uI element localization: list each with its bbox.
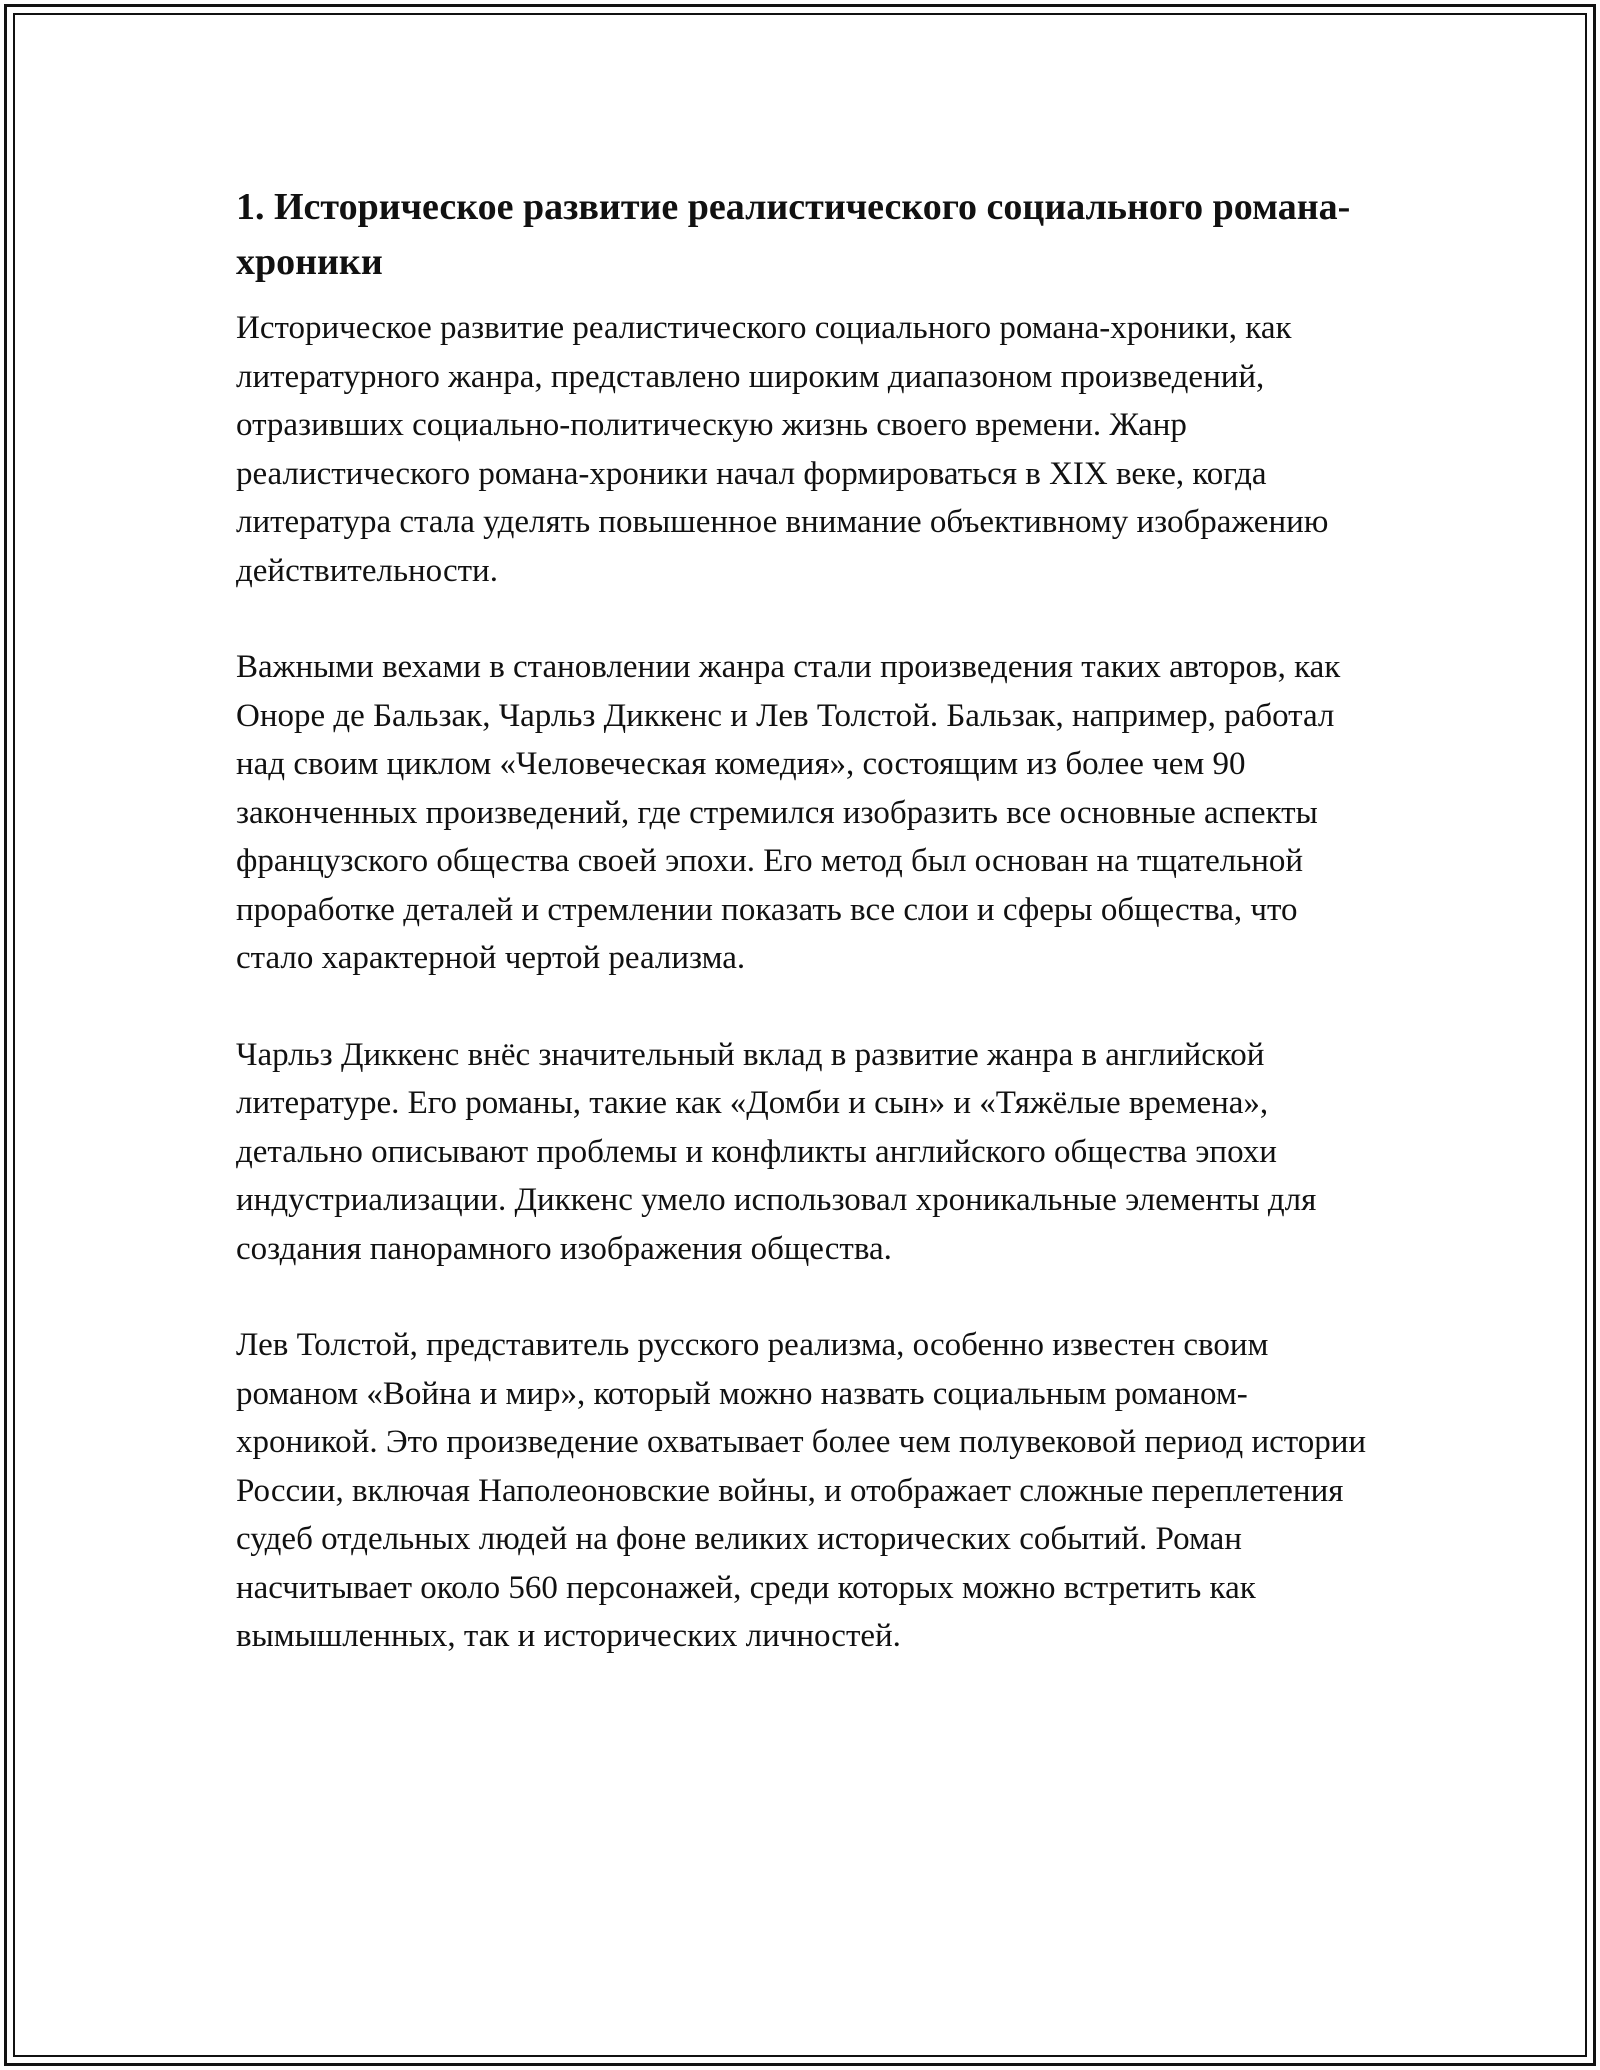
paragraph-dickens: Чарльз Диккенс внёс значительный вклад в развитие жанра в английской литературе. Его романы, такие как «Домби и сын» и «Тяжёлые времена», детально описывают проблемы и конфликты английского общества эпохи индустриализации. Диккенс умело использовал хроникальные элементы для создания панорамного изображения общества.: [236, 1036, 1317, 1267]
paragraph-balzac: Важными вехами в становлении жанра стали произведения таких авторов, как Оноре де Бальзак, Чарльз Диккенс и Лев Толстой. Бальзак, например, работал над своим циклом «Человеческая комедия», состоящим из более чем 90 законченных произведений, где стремился изобразить все основные аспекты французского общества своей эпохи. Его метод был основан на тщательной проработке деталей и стремлении показать все слои и сферы общества, что стало характерной чертой реализма.: [236, 649, 1341, 976]
paragraph-intro: Историческое развитие реалистического социального романа-хроники, как литературного жанра, представлено широким диапазоном произведений, отразивших социально-политическую жизнь своего времени. Жанр реалистического романа-хроники начал формироваться в XIX веке, когда литература стала уделять повышенное внимание объективному изображению действительности.: [236, 310, 1329, 589]
paragraph-tolstoy: Лев Толстой, представитель русского реализма, особенно известен своим романом «Война и мир», который можно назвать социальным романом-хроникой. Это произведение охватывает более чем полувековой период истории России, включая Наполеоновские войны, и отображает сложные переплетения судеб отдельных людей на фоне великих исторических событий. Роман насчитывает около 560 персонажей, среди которых можно встретить как вымышленных, так и исторических личностей.: [236, 1327, 1367, 1654]
section-heading: 1. Историческое развитие реалистического социального романа-хроники: [236, 186, 1351, 283]
document-body: [236, 180, 1376, 1709]
